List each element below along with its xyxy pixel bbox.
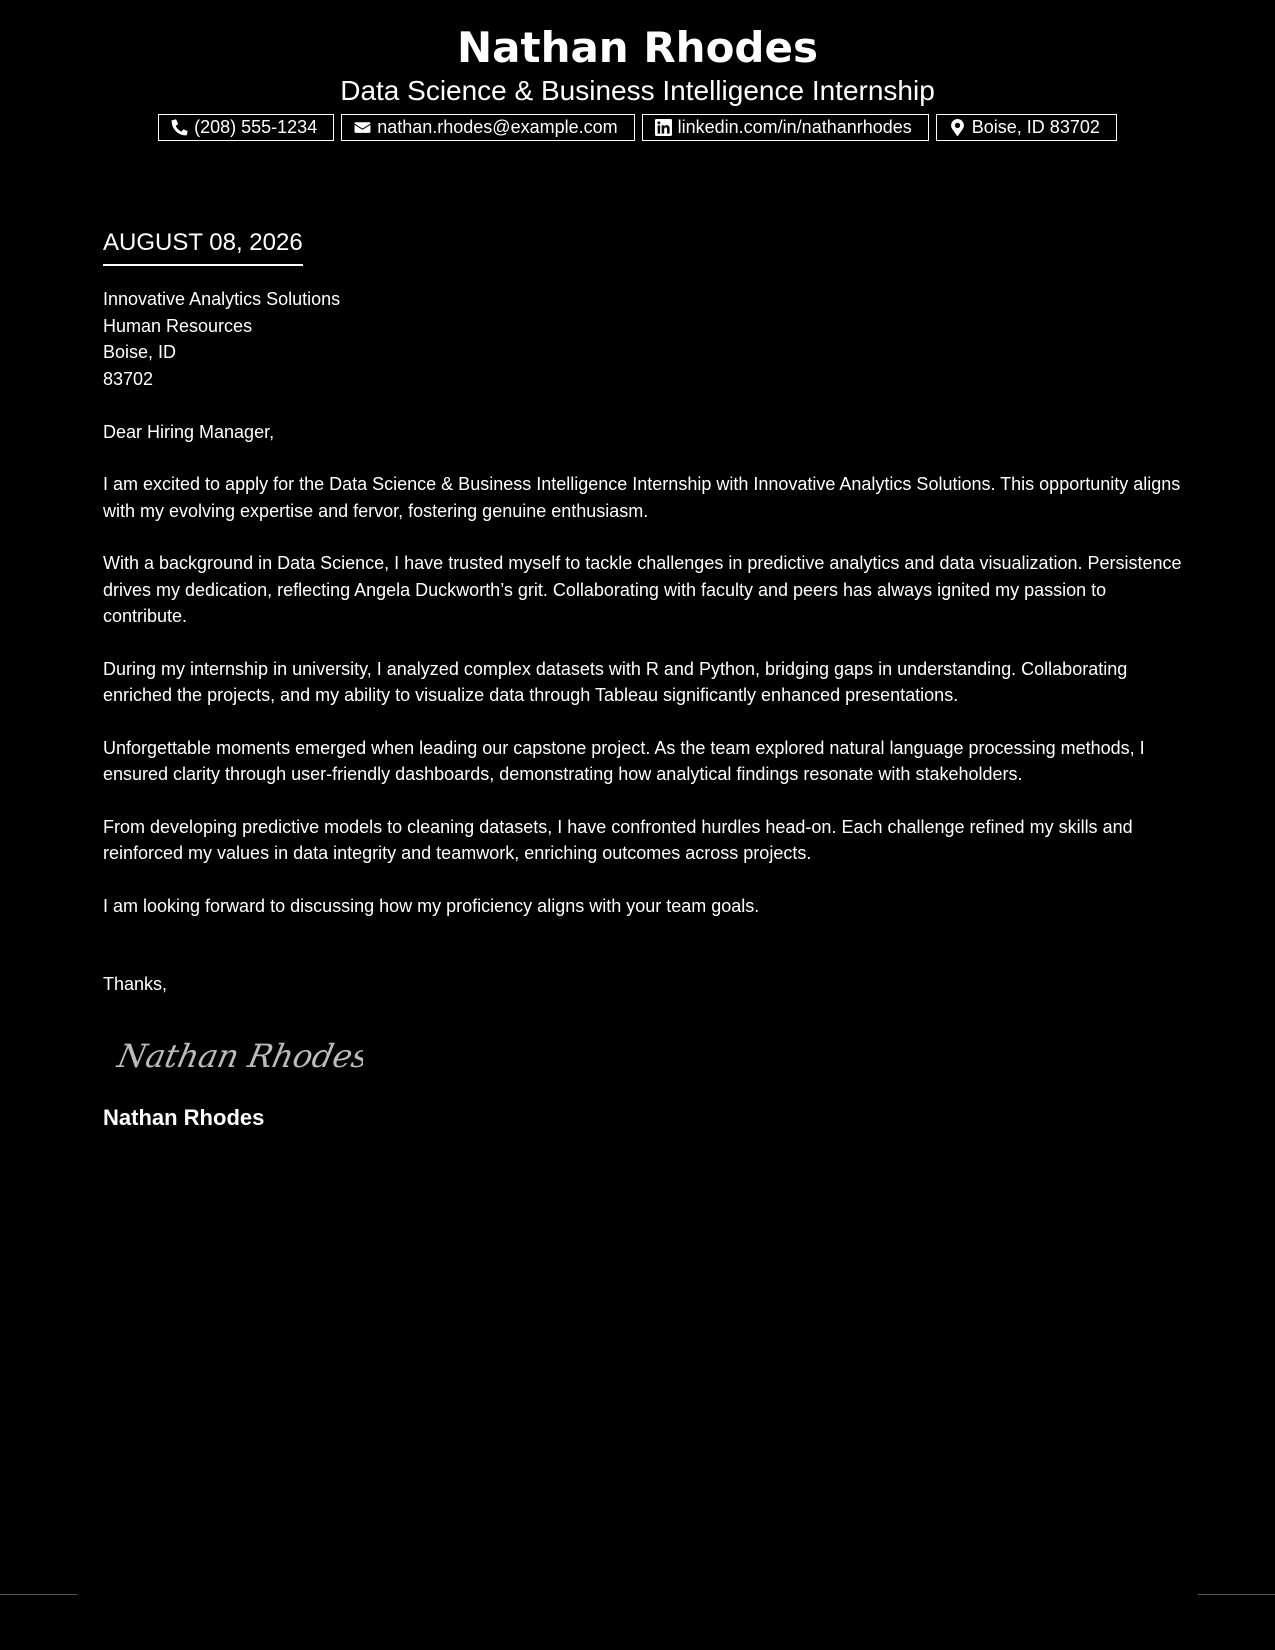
contact-phone-text: (208) 555-1234 [194,117,318,137]
envelope-icon [354,119,371,136]
contact-location [936,114,1117,141]
footer-divider-left [0,1594,77,1595]
letter-date: AUGUST 08, 2026 [103,228,303,266]
map-pin-icon [949,119,966,136]
recipient-city-state: Boise, ID [103,342,177,362]
paragraph: From developing predictive models to cleaning datasets, I have confronted hurdles head-on. Each challenge refined my skills and reinforced my values in data integrity and teamwork, enriching outcomes across projects. [103,816,1133,863]
recipient-zip: 83702 [103,368,154,389]
contact-bar [0,114,1275,141]
contact-email-text: nathan.rhodes@example.com [377,117,618,137]
contact-linkedin-text: linkedin.com/in/nathanrhodes [677,117,912,137]
phone-icon [171,119,188,136]
closing: Thanks, [103,974,168,994]
contact-linkedin [642,114,929,141]
contact-location-text: Boise, ID 83702 [971,117,1100,137]
paragraph: I am excited to apply for the Data Science & Business Intelligence Internship with Innovative Analytics Solutions. This opportunity aligns with my evolving expertise and fervor, fostering genuine enthusiasm. [103,474,1181,521]
letter-body [103,228,1183,1132]
handwritten-signature [113,1025,363,1085]
linkedin-icon [655,119,672,136]
footer-divider-right [1198,1594,1275,1595]
salutation: Dear Hiring Manager, [103,422,275,442]
letter-header [0,0,1275,141]
recipient-address [103,286,1183,392]
recipient-company: Innovative Analytics Solutions [103,289,341,309]
paragraph: Unforgettable moments emerged when leading our capstone project. As the team explored natural language processing methods, I ensured clarity through user-friendly dashboards, demonstrating how analytical findings resonate with stakeholders. [103,737,1145,784]
contact-email [341,114,634,141]
paragraph: During my internship in university, I analyzed complex datasets with R and Python, bridging gaps in understanding. Collaborating enriched the projects, and my ability to visualize data through Tableau significantly enhanced presentations. [103,658,1128,705]
signature-text: Nathan Rhodes [114,1037,363,1075]
contact-phone [158,114,334,141]
recipient-department: Human Resources [103,315,253,336]
signer-name: Nathan Rhodes [103,1105,265,1130]
paragraph: With a background in Data Science, I have trusted myself to tackle challenges in predictive analytics and data visualization. Persistence drives my dedication, reflecting Angela Duckworth’s grit. Collaborating with faculty and peers has always ignited my passion to contribute. [103,553,1182,626]
paragraph: I am looking forward to discussing how my proficiency aligns with your team goals. [103,895,760,916]
applicant-name: Nathan Rhodes [457,23,818,72]
position-title: Data Science & Business Intelligence Internship [340,75,935,106]
